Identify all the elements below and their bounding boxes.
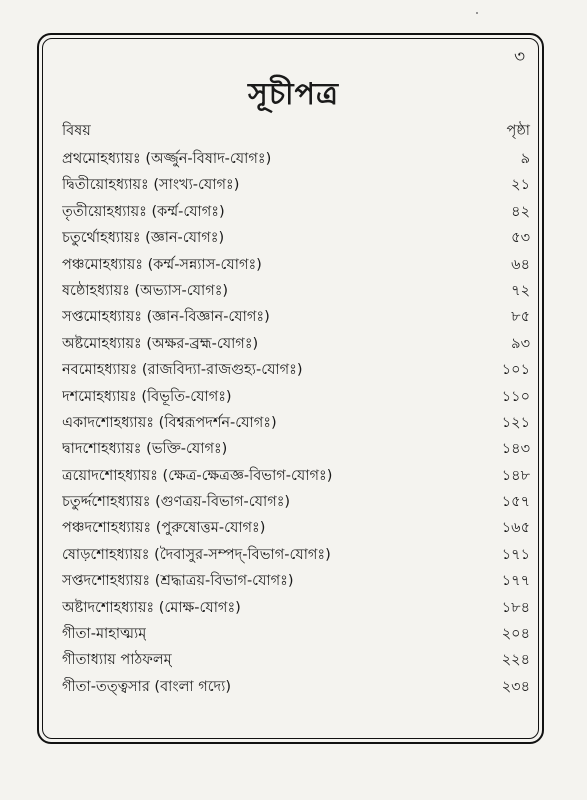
page-column-label: পৃষ্ঠা	[506, 123, 530, 139]
toc-entry-page: ৭২	[511, 282, 530, 299]
toc-entry-page: ১১০	[501, 388, 530, 405]
toc-entry-title: অষ্টমোহধ্যায়ঃ (অক্ষর-ব্রহ্ম-যোগঃ)	[62, 335, 259, 352]
toc-entry	[62, 384, 530, 410]
toc-entry-page: ১৪৮	[501, 467, 530, 484]
toc-entry-title: গীতা-তত্ত্বসার (বাংলা গদ্যে)	[62, 678, 232, 695]
toc-entry-title: ষষ্ঠোহধ্যায়ঃ (অভ্যাস-যোগঃ)	[62, 282, 229, 299]
toc-entry-page: ১৫৭	[501, 494, 530, 511]
toc-entry-page: ১৪৩	[501, 441, 530, 458]
toc-entry-title: পঞ্চদশোহধ্যায়ঃ (পুরুষোত্তম-যোগঃ)	[62, 520, 266, 537]
toc-entry	[62, 278, 530, 304]
toc-entry-title: গীতাধ্যায় পাঠফলম্	[62, 652, 172, 669]
toc-entry	[62, 172, 530, 198]
toc-entry	[62, 304, 530, 330]
paper-speck	[476, 12, 478, 14]
toc-entry-page: ৯৩	[511, 335, 530, 352]
toc-entry	[62, 146, 530, 172]
toc-entry-page: ১২১	[501, 414, 530, 431]
toc-entry	[62, 542, 530, 568]
toc-entry-title: চতুর্থোহধ্যায়ঃ (জ্ঞান-যোগঃ)	[62, 230, 225, 247]
toc-entry-title: একাদশোহধ্যায়ঃ (বিশ্বরূপদর্শন-যোগঃ)	[62, 414, 277, 431]
toc-entry-title: সপ্তমোহধ্যায়ঃ (জ্ঞান-বিজ্ঞান-যোগঃ)	[62, 309, 270, 326]
toc-entry-page: ৯	[520, 151, 530, 167]
toc-entry-title: ষোড়শোহধ্যায়ঃ (দৈবাসুর-সম্পদ্-বিভাগ-যোগঃ)	[62, 546, 331, 563]
toc-entry-title: তৃতীয়োহধ্যায়ঃ (কর্ম্ম-যোগঃ)	[62, 203, 225, 220]
toc-entry-title: চতুর্দ্দশোহধ্যায়ঃ (গুণত্রয়-বিভাগ-যোগঃ)	[62, 494, 291, 511]
toc-entry-page: ৫৩	[511, 230, 530, 247]
toc-entry	[62, 436, 530, 462]
toc-entry-title: পঞ্চমোহধ্যায়ঃ (কর্ম্ম-সন্ন্যাস-যোগঃ)	[62, 256, 262, 273]
toc-entry-page: ৬৪	[511, 256, 530, 273]
page-title: সূচীপত্র	[248, 77, 339, 112]
toc-entry	[62, 647, 530, 673]
toc-entry	[62, 595, 530, 621]
toc-header-row	[62, 116, 530, 146]
toc-entry	[62, 199, 530, 225]
page-number: ৩	[513, 47, 525, 67]
toc-entry	[62, 225, 530, 251]
toc-entry-page: ৪২	[511, 203, 530, 220]
toc-entry	[62, 568, 530, 594]
toc-entry-page: ১৭১	[501, 546, 530, 563]
toc-entry-title: ত্রয়োদশোহধ্যায়ঃ (ক্ষেত্র-ক্ষেত্রজ্ঞ-বিভাগ-যোগঃ)	[62, 467, 333, 484]
toc-entry-title: দশমোহধ্যায়ঃ (বিভূতি-যোগঃ)	[62, 388, 232, 405]
toc-entry-title: অষ্টাদশোহধ্যায়ঃ (মোক্ষ-যোগঃ)	[62, 599, 241, 616]
toc-entry-page: ২২৪	[501, 652, 530, 669]
toc-entry-title: গীতা-মাহাত্ম্যম্	[62, 626, 147, 643]
toc-entry-title: দ্বাদশোহধ্যায়ঃ (ভক্তি-যোগঃ)	[62, 441, 228, 458]
toc-entry	[62, 489, 530, 515]
toc-entry-page: ১৬৫	[501, 520, 530, 537]
toc-entry-page: ২১	[511, 177, 530, 194]
toc-entry	[62, 621, 530, 647]
toc-entry-title: নবমোহধ্যায়ঃ (রাজবিদ্যা-রাজগুহ্য-যোগঃ)	[62, 362, 303, 379]
table-of-contents	[62, 116, 530, 700]
toc-entry	[62, 357, 530, 383]
toc-entry-page: ১৭৭	[501, 573, 530, 590]
toc-entry	[62, 252, 530, 278]
toc-entry	[62, 331, 530, 357]
toc-entry-title: সপ্তদশোহধ্যায়ঃ (শ্রদ্ধাত্রয়-বিভাগ-যোগঃ)	[62, 573, 294, 590]
toc-entry-page: ২৩৪	[501, 678, 530, 695]
toc-entry-page: ২০৪	[501, 626, 530, 643]
toc-entry	[62, 515, 530, 541]
toc-entry	[62, 674, 530, 700]
toc-entry-page: ১০১	[501, 362, 530, 379]
subject-column-label: বিষয়	[62, 123, 91, 139]
toc-entry-title: প্রথমোহধ্যায়ঃ (অর্জ্জুন-বিষাদ-যোগঃ)	[62, 151, 272, 167]
toc-entry-page: ৮৫	[511, 309, 530, 326]
toc-entry-page: ১৮৪	[501, 599, 530, 616]
toc-entry	[62, 410, 530, 436]
toc-entry-title: দ্বিতীয়োহধ্যায়ঃ (সাংখ্য-যোগঃ)	[62, 177, 240, 194]
toc-entry	[62, 463, 530, 489]
